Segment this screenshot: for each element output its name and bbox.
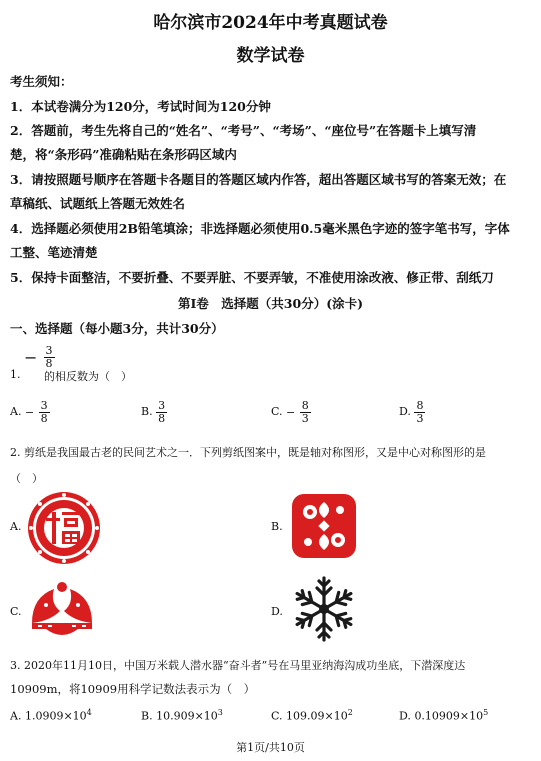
section-title: 第I卷 选择题（共30分）(涂卡) bbox=[177, 296, 364, 311]
q3-stem-line-2: 10909m，将10909用科学记数法表示为（ ） bbox=[10, 682, 256, 696]
q1-den: 8 bbox=[45, 356, 53, 370]
square-paper-cut-icon bbox=[290, 492, 358, 560]
fish-paper-cut-icon bbox=[26, 577, 98, 641]
q2-option-d-label[interactable]: D. bbox=[271, 605, 283, 618]
notice-line-1: 1．本试卷满分为120分，考试时间为120分钟 bbox=[10, 99, 271, 114]
q2-option-a-label[interactable]: A. bbox=[10, 520, 22, 533]
q3-option-b[interactable]: B. $10.909\times 10^3$ bbox=[141, 708, 223, 723]
notice-line-8: 5．保持卡面整洁，不要折叠、不要弄脏、不要弄皱，不准使用涂改液、修正带、刮纸刀 bbox=[10, 270, 494, 285]
notice-line-3: 楚，将“条形码”准确粘贴在条形码区域内 bbox=[10, 147, 237, 162]
q2-stem-line-1: 2. 剪纸是我国最古老的民间艺术之一．下列剪纸图案中，既是轴对称图形，又是中心对称图形的是 bbox=[10, 446, 486, 459]
page-footer: 第1页/共10页 bbox=[236, 741, 305, 754]
notice-line-6: 4．选择题必须使用2B铅笔填涂；非选择题必须使用0.5毫米黑色字迹的签字笔书写，字体 bbox=[10, 221, 510, 236]
part-title: 一、选择题（每小题3分，共计30分） bbox=[10, 321, 224, 336]
q1-option-c[interactable]: C. − $\frac{8}{3}$ bbox=[271, 399, 309, 425]
notice-heading: 考生须知： bbox=[10, 74, 73, 89]
notice-line-4: 3．请按照题号顺序在答题卡各题目的答题区域内作答，超出答题区域书写的答案无效；在 bbox=[10, 172, 507, 187]
q3-option-c[interactable]: C. $109.09\times 10^2$ bbox=[271, 708, 353, 723]
q2-option-b-label[interactable]: B. bbox=[271, 520, 283, 533]
q2-option-c-label[interactable]: C. bbox=[10, 605, 22, 618]
q3-option-d[interactable]: D. $0.10909\times 10^5$ bbox=[399, 708, 489, 723]
q1-minus: − bbox=[24, 347, 38, 367]
q1-option-b[interactable]: B. $\frac{3}{8}$ bbox=[141, 399, 166, 425]
q1-frac bbox=[44, 345, 55, 369]
notice-line-7: 工整、笔迹清楚 bbox=[10, 245, 98, 260]
q1-fraction bbox=[24, 345, 55, 369]
q3-option-a[interactable]: A. $1.0909\times 10^4$ bbox=[10, 708, 92, 723]
snowflake-icon bbox=[290, 574, 358, 644]
notice-line-5: 草稿纸、试题纸上答题无效姓名 bbox=[10, 196, 186, 211]
q1-option-d[interactable]: D. $\frac{8}{3}$ bbox=[399, 399, 424, 425]
q3-stem-line-1: 3. 2020年11月10日，中国万米载人潜水器“奋斗者”号在马里亚纳海沟成功坐底，下潜深度达 bbox=[10, 659, 466, 672]
notice-line-2: 2．答题前，考生先将自己的“姓名”、“考号”、“考场”、“座位号”在答题卡上填写清 bbox=[10, 123, 477, 138]
q1-num: 3 bbox=[45, 344, 53, 357]
q1-number: 1. bbox=[10, 368, 21, 381]
q1-tail: 的相反数为（ ） bbox=[44, 370, 132, 383]
q2-stem-line-2: （ ） bbox=[10, 472, 43, 485]
fu-paper-cut-icon bbox=[26, 490, 102, 566]
q1-option-a[interactable]: A. − $\frac{3}{8}$ bbox=[10, 399, 48, 425]
exam-subtitle: 数学试卷 bbox=[236, 46, 305, 66]
exam-title: 哈尔滨市2024年中考真题试卷 bbox=[153, 13, 388, 33]
